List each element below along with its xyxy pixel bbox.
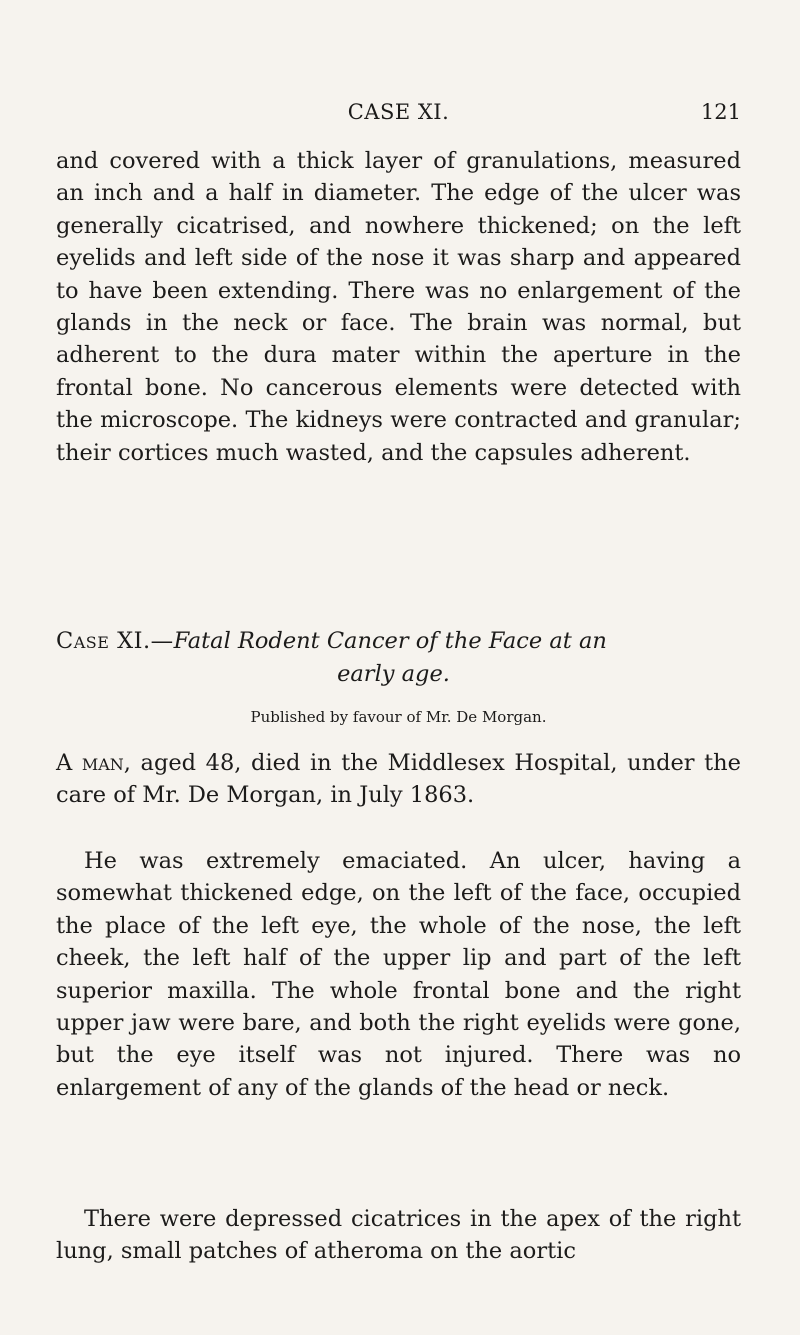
paragraph-text: There were depressed cicatrices in the apex of the right lung, small patches of atheroma on the aortic <box>56 1206 741 1265</box>
page-number: 121 <box>700 100 741 124</box>
attribution-note: Published by favour of Mr. De Morgan. <box>250 708 547 726</box>
case-label: Case XI.— <box>56 628 174 654</box>
paragraph-continued <box>56 145 741 469</box>
paragraph-case-intro <box>56 747 741 812</box>
running-title: CASE XI. <box>347 100 450 124</box>
running-head <box>56 100 741 128</box>
case-heading-line-1 <box>56 625 741 658</box>
paragraph-text: and covered with a thick layer of granulations, measured an inch and a half in diameter. The edge of the ulcer was generally cicatrised, and nowhere thickened; on the left eyelids and left side of the nose it was sharp and appeared to have been extending. There was no enlargement of the glands in the neck or face. The brain was normal, but adherent to the dura mater within the aperture in the frontal bone. No cancerous elements were detected with the microscope. The kidneys were contracted and granular; their cortices much wasted, and the capsules adherent. <box>56 148 741 466</box>
paragraph-text: He was extremely emaciated. An ulcer, having a somewhat thickened edge, on the left of the face, occupied the place of the left eye, the whole of the nose, the left cheek, the left half of the upper lip and part of the left superior maxilla. The whole frontal bone and the right upper jaw were bare, and both the right eyelids were gone, but the eye itself was not injured. There was no enlargement of any of the glands of the head or neck. <box>56 848 741 1101</box>
opening-words: A man, <box>56 750 131 776</box>
case-title-part-1: Fatal Rodent Cancer of the Face at an <box>173 628 607 654</box>
paragraph-rest: aged 48, died in the Middlesex Hospital, under the care of Mr. De Morgan, in July 1863. <box>56 750 741 809</box>
paragraph-description <box>56 845 741 1104</box>
case-heading <box>56 625 741 691</box>
case-title-part-2: early age. <box>337 661 450 687</box>
paragraph-findings <box>56 1203 741 1268</box>
paragraph-text <box>56 747 741 812</box>
